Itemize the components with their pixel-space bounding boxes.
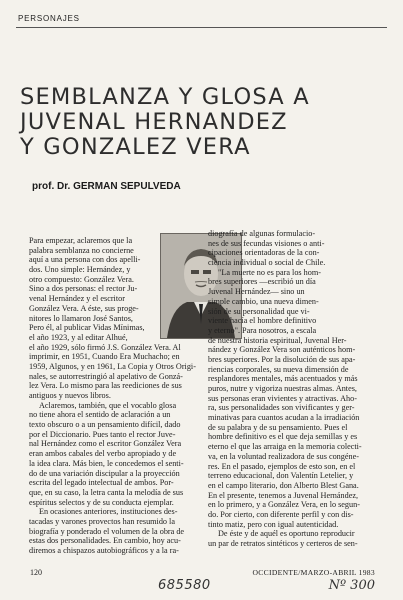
text-line: el año 1929, sólo firmó J.S. González Vera. Al [29, 342, 181, 352]
text-line: ra, sus personalidades son vivificantes y ger- [208, 403, 355, 413]
text-line: un par de retratos sintéticos y certeros de sen- [208, 539, 358, 548]
section-label: PERSONAJES [18, 14, 80, 23]
text-line: bres superiores. Por la disolución de sus apa- [208, 354, 356, 364]
text-line: res. En el pasado, ejemplos de esto son, en el [208, 461, 356, 471]
text-line: aquí a una persona con dos apelli- [29, 255, 141, 265]
text-line: escrita del legado intelectual de ambos. Por- [29, 478, 174, 488]
article-title [20, 85, 390, 160]
left-column [29, 236, 197, 556]
text-line: va, en la voluntad realizadora de sus congéne- [208, 451, 359, 461]
title-line-2: JUVENAL HERNANDEZ [20, 109, 288, 135]
text-line: 1959, Algunos, y en 1961, La Copia y Otros Origi- [29, 361, 196, 371]
text-line: resplandores mentales, más acentuados y más [208, 374, 358, 384]
text-line: hombre definitivo es el que deja semillas y es [208, 432, 358, 442]
text-line: do de una variación discipular a la proyección [29, 468, 180, 478]
text-line: lez Vera. Lo mismo para las reediciones de sus [29, 381, 182, 391]
text-line: nitores lo llamaron José Santos, [29, 313, 133, 323]
text-line: y eterno". Para nosotros, a escala [208, 325, 317, 335]
text-line: ciencia individual o social de Chile. [208, 258, 326, 268]
text-line: estas dos personalidades. En cambio, hoy acu- [29, 536, 181, 546]
text-line: diremos a chispazos autobiográficos y a la ra- [29, 546, 179, 555]
text-line: do. Por cierto, con diferente perfil y con dis- [208, 509, 354, 519]
right-column [208, 229, 376, 549]
text-line: viente hacía el hombre definitivo [208, 316, 317, 326]
handwritten-stamp-number: 685580 [158, 578, 211, 593]
text-line: nales, se autorrestringió al apelativo de Gonzá- [29, 371, 183, 381]
text-line: nández y González Vera son auténticos hom- [208, 345, 356, 355]
text-line: tinto matiz, pero con igual autenticidad. [208, 519, 339, 529]
text-line: cipaciones orientadoras de la con- [208, 248, 320, 258]
text-line: biografía y ponderado el volumen de la obra de [29, 526, 185, 536]
text-line: otro compuesto: González Vera. [29, 274, 134, 284]
text-line: en lo primero, y a González Vera, en lo segun- [208, 500, 360, 510]
text-line: eterno el que las arraiga en la memoria colecti- [208, 442, 362, 452]
text-line: En el presente, tenemos a Juvenal Hernández, [208, 490, 359, 500]
magazine-credit: OCCIDENTE/MARZO-ABRIL 1983 [252, 568, 375, 577]
text-line: el año 1923, y al editar Alhué, [29, 332, 128, 342]
text-line: por el Diccionario. Pues tanto el rector Juve- [29, 429, 176, 439]
text-line: puros, nutre y vigoriza nuestras almas. Antes, [208, 384, 357, 393]
title-line-3: Y GONZALEZ VERA [20, 134, 251, 160]
page-number: 120 [30, 568, 42, 577]
text-line: sus personas eran vivientes y atractivas. Aho- [208, 393, 357, 403]
text-line: que, en su caso, la letra canta la melodía de sus [29, 487, 184, 497]
text-line: En ocasiones anteriores, instituciones des- [39, 507, 178, 517]
text-line: minativas para cuantos acudan a la irradiación [208, 413, 360, 423]
text-line: la idea clara. Más bien, le concedemos el senti- [29, 458, 184, 468]
text-line: terreno educacional, don Valentín Letelier, y [208, 471, 354, 481]
handwritten-issue-number: Nº 300 [328, 578, 375, 593]
text-line: De éste y de aquél es oportuno reproducir [218, 529, 355, 539]
text-line: en el campo literario, don Alberto Blest Gana. [208, 480, 359, 490]
text-line: espíritus selectos y de su conducta ejemplar. [29, 497, 174, 507]
text-line: riencias corporales, su nueva dimensión de [208, 364, 349, 374]
text-line: palabra semblanza no concierne [29, 245, 134, 255]
text-line: dos. Uno simple: Hernández, y [29, 265, 131, 275]
article-author: prof. Dr. GERMAN SEPULVEDA [32, 181, 181, 192]
text-line: imprimir, en 1951, Cuando Era Muchacho; en [29, 352, 180, 362]
text-line: nes de sus fecundas visiones o anti- [208, 238, 325, 248]
text-line: eran ambos cabales del verbo apropiado y de [29, 449, 177, 459]
text-line: sión de su personalidad que vi- [208, 306, 310, 316]
text-line: Aclaremos, también, que el vocablo glosa [39, 400, 177, 410]
text-line: Para empezar, aclaremos que la [29, 236, 133, 245]
text-line: Pero él, al publicar Vidas Mínimas, [29, 323, 145, 333]
text-line: no tiene ahora el sentido de aclaración a un [29, 410, 171, 420]
title-line-1: SEMBLANZA Y GLOSA A [20, 84, 310, 110]
text-line: texto obscuro o a un pensamiento difícil, dado [29, 420, 181, 430]
text-line: Juvenal Hernández— sino un [208, 287, 305, 297]
text-line: nal Hernández como el escritor González Vera [29, 439, 182, 449]
text-line: Sino a dos personas: el rector Ju- [29, 284, 138, 294]
text-line: diografía de algunas formulacio- [208, 229, 316, 238]
header-rule [16, 27, 387, 28]
text-line: bres superiores —escribió un día [208, 277, 316, 287]
text-line: "La muerte no es para los hom- [218, 267, 321, 277]
text-line: tacadas y varones provectos han resumido la [29, 516, 175, 526]
text-line: González Vera. A éste, sus proge- [29, 303, 139, 313]
text-line: de nuestra historia espiritual, Juvenal Her- [208, 335, 347, 345]
text-line: antiguos y nuevos libros. [29, 391, 111, 400]
text-line: venal Hernández y el escritor [29, 294, 125, 304]
text-line: de su palabra y de su pensamiento. Pues el [208, 422, 348, 432]
text-line: simple cambio, una nueva dimen- [208, 296, 319, 306]
